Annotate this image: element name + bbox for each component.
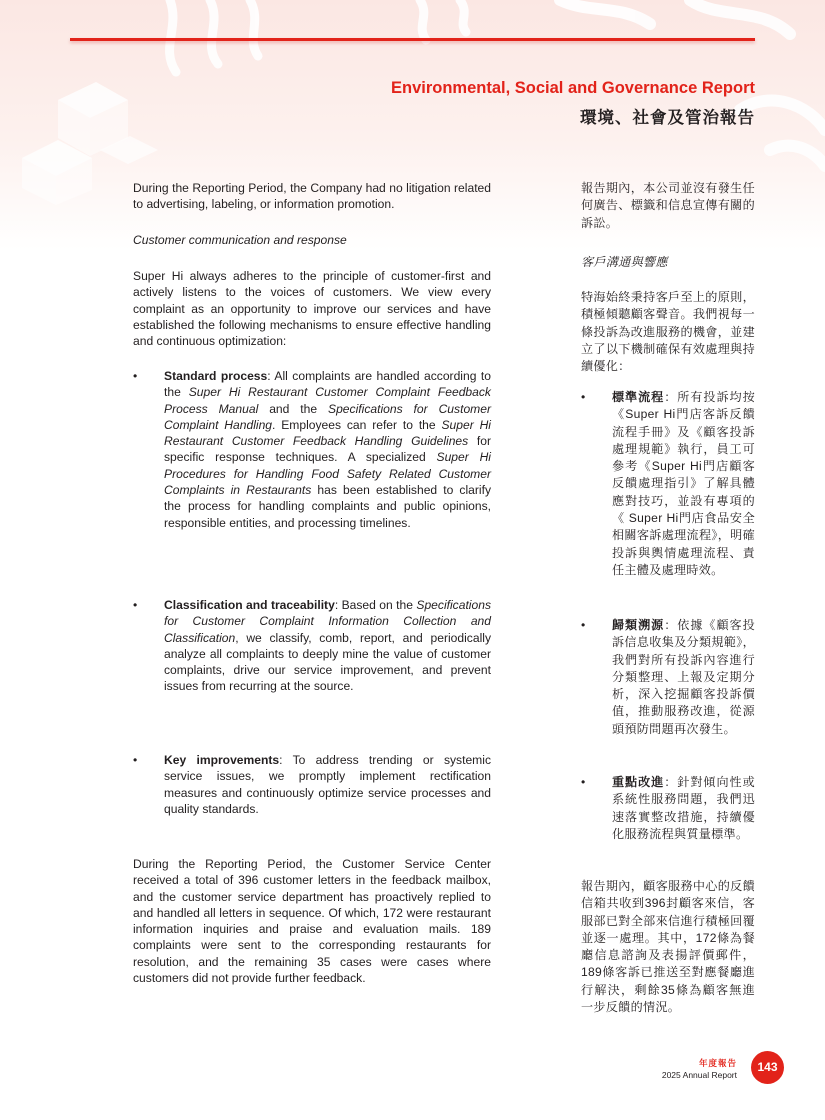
report-title-en: Environmental, Social and Governance Report (390, 79, 755, 97)
bullet-standard-process-zh: • 標準流程：所有投訴均按《Super Hi門店客訴反饋流程手冊》及《顧客投訴處理規範》執行，員工可參考《Super Hi門店顧客反饋處理指引》了解具體應對技巧，並設有專項的《 Super Hi門店食品安全相關客訴處理流程》，明確投訴與輿情處理流程、責任主體及處理時效。 (581, 390, 756, 577)
bullet-dot: • (133, 753, 138, 767)
bullet-standard-process-en: • Standard process: All complaints are handled according to the Super Hi Restaurant Customer Complaint Feedback Process Manual and the Specifications for Customer Complaint Handling. Employees can refer to the Super Hi Restaurant Customer Feedback Handling Guidelines for specific response techniques. A specialized Super Hi Procedures for Handling Food Safety Related Customer Complaints in Restaurants has been established to clarify the process for handling complaints and public opinions, responsible entities, and processing timelines. (133, 369, 491, 530)
bullet-key-improvements-en: • Key improvements: To address trending or systemic service issues, we promptly implement rectification measures and continuously optimize service processes and quality standards. (133, 753, 491, 816)
footer-annual-report-en: 2025 Annual Report (661, 1070, 737, 1080)
customer-first-paragraph-en: Super Hi always adheres to the principle of customer-first and actively listens to the voices of customers. We view every complaint as an opportunity to improve our services and have established the following mechanisms to ensure effective handling and continuous optimization: (133, 269, 491, 349)
bullet-key-improvements-zh: • 重點改進：針對傾向性或系統性服務問題，我們迅速落實整改措施，持續優化服務流程與質量標準。 (581, 775, 756, 841)
key-improvements-label-en: Key improvements (164, 753, 280, 767)
bullet-dot: • (133, 369, 138, 383)
bullet-dot: • (133, 598, 138, 612)
bullet-dot: • (581, 775, 586, 789)
report-title-zh: 環境、社會及管治報告 (580, 109, 755, 127)
standard-process-label-en: Standard process (164, 369, 268, 383)
bullet-classification-zh: • 歸類溯源：依據《顧客投訴信息收集及分類規範》，我們對所有投訴內容進行分類整理、上報及定期分析，深入挖掘顧客投訴價值，推動服務改進，從源頭預防問題再次發生。 (581, 618, 756, 736)
chinese-column (581, 180, 755, 1016)
key-improvements-label-zh: 重點改進 (612, 775, 665, 789)
customer-communication-heading-en: Customer communication and response (133, 233, 347, 247)
header-rule (70, 38, 755, 41)
classification-label-zh: 歸類溯源 (612, 618, 665, 632)
bullet-dot: • (581, 618, 586, 632)
litigation-paragraph-zh: 報告期內，本公司並沒有發生任何廣告、標籤和信息宣傳有關的訴訟。 (581, 181, 755, 230)
bullet-dot: • (581, 390, 586, 404)
customer-service-paragraph-zh: 報告期內，顧客服務中心的反饋信箱共收到396封顧客來信，客服部已對全部來信進行積極回覆並逐一處理。其中，172條為餐廳信息諮詢及表揚評價郵件，189條客訴已推送至對應餐廳進行解決，剩餘35條為顧客無進一步反饋的情況。 (581, 879, 755, 1015)
english-column (133, 180, 491, 986)
page-number-badge: 143 (751, 1051, 784, 1084)
customer-first-paragraph-zh: 特海始終秉持客戶至上的原則，積極傾聽顧客聲音。我們視每一條投訴為改進服務的機會，並建立了以下機制確保有效處理與持續優化： (581, 290, 755, 374)
litigation-paragraph-en: During the Reporting Period, the Company had no litigation related to advertising, labeling, or information promotion. (133, 181, 491, 212)
customer-service-paragraph-en: During the Reporting Period, the Customer Service Center received a total of 396 customer letters in the feedback mailbox, and the customer service department has proactively replied to and handled all letters in sequence. Of which, 172 were restaurant information inquiries and praise and evaluation mails. 189 complaints were sent to the corresponding restaurants for resolution, and the remaining 35 cases were cases where customers did not provide further feedback. (133, 857, 491, 986)
classification-label-en: Classification and traceability (164, 598, 335, 612)
customer-communication-heading-zh: 客戶溝通與響應 (581, 255, 668, 269)
standard-process-label-zh: 標準流程 (612, 390, 665, 404)
footer-annual-report-zh: 年度報告 (698, 1058, 737, 1068)
bullet-classification-en: • Classification and traceability: Based on the Specifications for Customer Complaint Information Collection and Classification, we classify, comb, report, and periodically analyze all complaints to deeply mine the value of customer complaints, drive our service improvement, and prevent issues from recurring at the source. (133, 598, 491, 694)
